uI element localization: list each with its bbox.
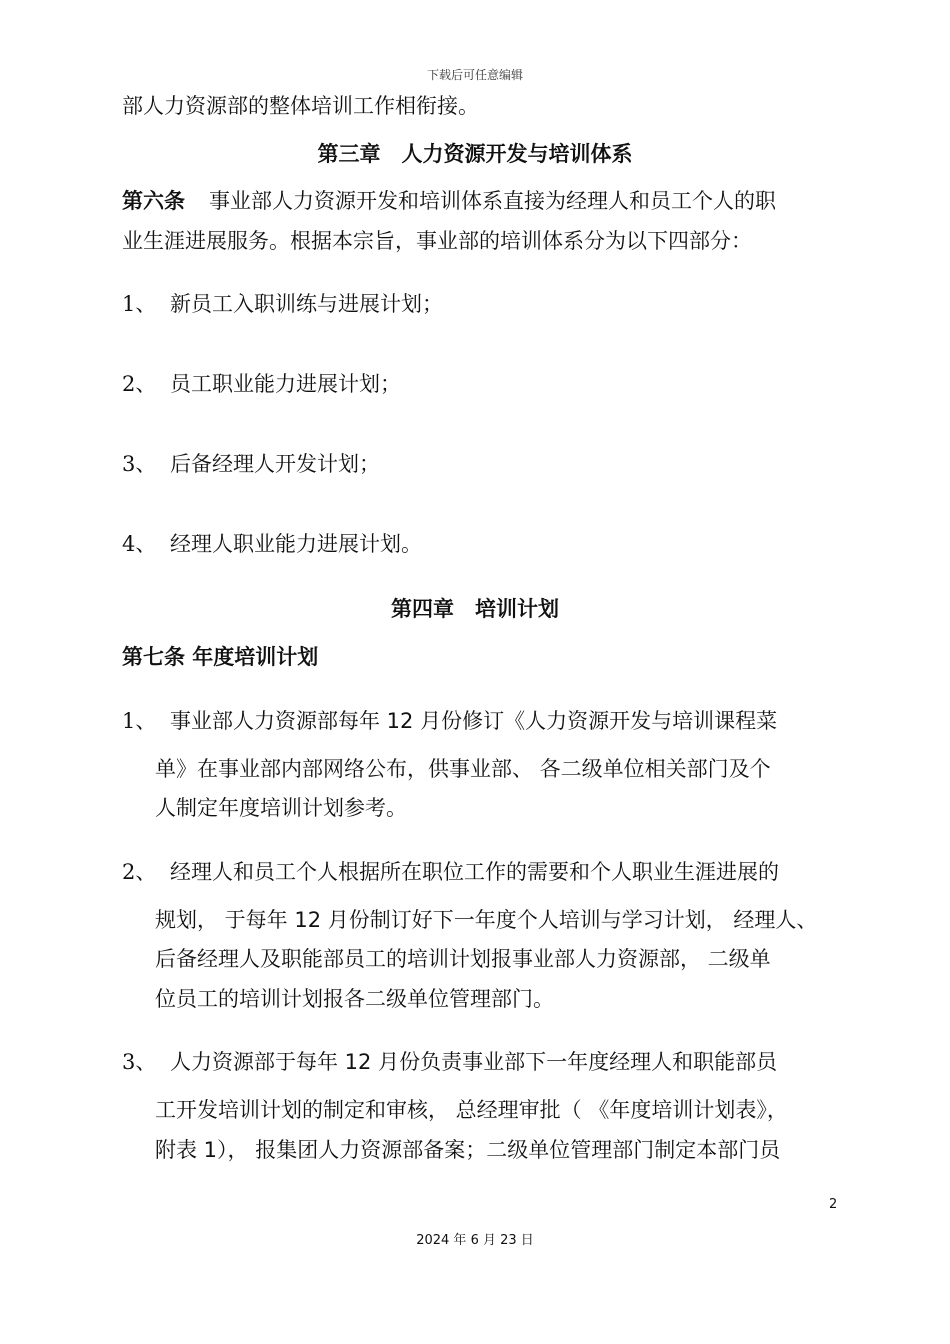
list-text: 经理人和员工个人根据所在职位工作的需要和个人职业生涯进展的 <box>170 860 779 884</box>
list-text-continuation: 规划， 于每年 12 月份制订好下一年度个人培训与学习计划， 经理人、 <box>155 908 818 932</box>
list-number: 2、 <box>122 372 157 396</box>
page-footer-date: 2024 年 6 月 23 日 <box>416 1233 534 1248</box>
list-text: 员工职业能力进展计划； <box>170 372 401 396</box>
chapter-4-title: 第四章 培训计划 <box>391 597 559 621</box>
article-6-line-2: 业生涯进展服务。根据本宗旨，事业部的培训体系分为以下四部分： <box>122 229 752 253</box>
list-item <box>122 294 443 315</box>
list-number: 3、 <box>122 452 157 476</box>
paragraph-continuation: 部人力资源部的整体培训工作相衔接。 <box>122 94 479 118</box>
list-text: 新员工入职训练与进展计划； <box>170 292 443 316</box>
list-item <box>122 1052 777 1073</box>
page-header: 下载后可任意编辑 <box>426 68 523 82</box>
list-text: 后备经理人开发计划； <box>170 452 380 476</box>
list-text-continuation: 后备经理人及职能部员工的培训计划报事业部人力资源部， 二级单 <box>155 947 771 971</box>
list-item <box>122 374 401 395</box>
list-text-continuation: 位员工的培训计划报各二级单位管理部门。 <box>155 987 554 1011</box>
article-7-title: 第七条 年度培训计划 <box>122 645 319 669</box>
list-item <box>122 711 777 732</box>
list-item <box>122 534 422 555</box>
list-text-continuation: 工开发培训计划的制定和审核， 总经理审批（ 《年度培训计划表》， <box>155 1098 788 1122</box>
list-number: 4、 <box>122 532 157 556</box>
page-number: 2 <box>829 1197 838 1212</box>
list-number: 2、 <box>122 860 157 884</box>
list-number: 1、 <box>122 709 157 733</box>
list-item <box>122 862 779 883</box>
chapter-3-title: 第三章 人力资源开发与培训体系 <box>317 142 633 166</box>
article-6-text-1: 事业部人力资源开发和培训体系直接为经理人和员工个人的职 <box>209 189 776 213</box>
list-number: 1、 <box>122 292 157 316</box>
list-number: 3、 <box>122 1050 157 1074</box>
article-6-line-1 <box>122 191 776 212</box>
list-text: 人力资源部于每年 12 月份负责事业部下一年度经理人和职能部员 <box>170 1050 778 1074</box>
list-text-continuation: 人制定年度培训计划参考。 <box>155 796 407 820</box>
article-6-label: 第六条 <box>122 189 185 213</box>
list-text: 经理人职业能力进展计划。 <box>170 532 422 556</box>
list-text-continuation: 附表 1）， 报集团人力资源部备案；二级单位管理部门制定本部门员 <box>155 1138 781 1162</box>
list-text: 事业部人力资源部每年 12 月份修订《人力资源开发与培训课程菜 <box>170 709 778 733</box>
list-item <box>122 454 380 475</box>
list-text-continuation: 单》在事业部内部网络公布，供事业部、 各二级单位相关部门及个 <box>155 757 771 781</box>
